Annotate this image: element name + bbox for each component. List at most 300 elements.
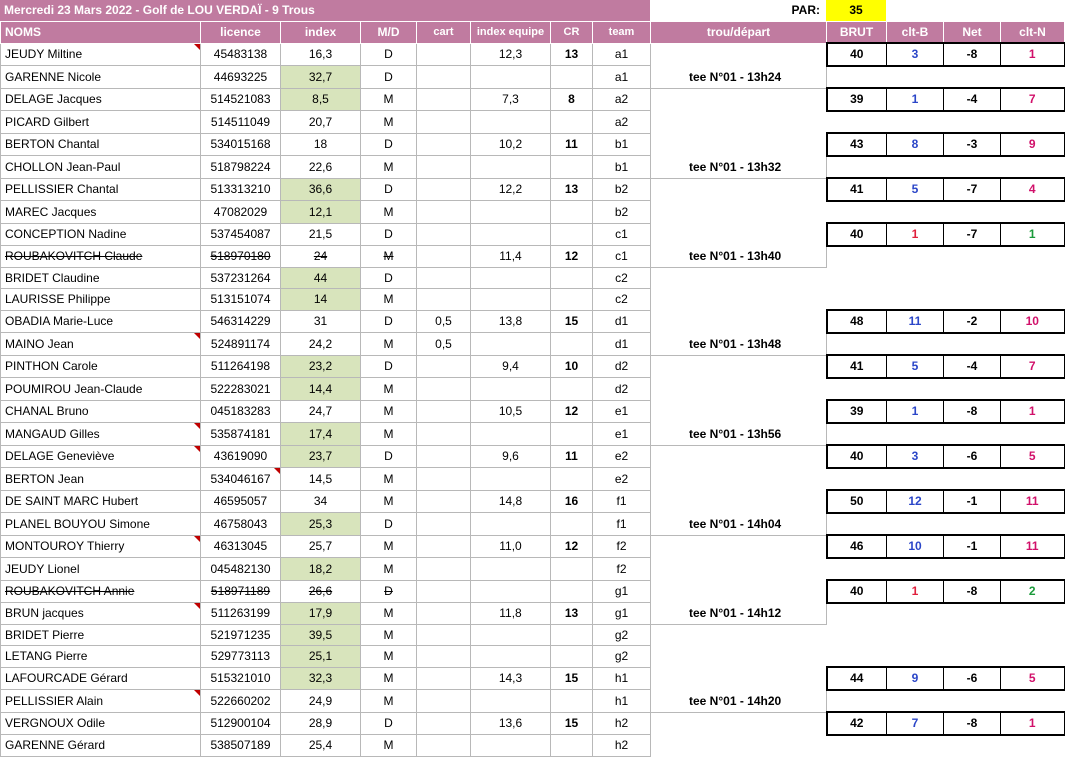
- tee-time[interactable]: tee N°01 - 14h20: [651, 690, 827, 713]
- tee-time[interactable]: tee N°01 - 13h56: [651, 423, 827, 446]
- cell-licence[interactable]: 514511049: [201, 111, 281, 134]
- cell-index[interactable]: 32,7: [281, 66, 361, 89]
- cell-index[interactable]: 22,6: [281, 156, 361, 179]
- cell-team[interactable]: a1: [593, 43, 651, 66]
- cell-empty[interactable]: [827, 267, 887, 289]
- cell-cr[interactable]: [551, 624, 593, 646]
- cell-name[interactable]: BRIDET Pierre: [1, 624, 201, 646]
- cell-trou-depart[interactable]: [651, 201, 827, 224]
- cell-index[interactable]: 23,2: [281, 355, 361, 378]
- cell-brut[interactable]: 40: [827, 580, 887, 603]
- cell-clt-n[interactable]: 11: [1001, 535, 1065, 558]
- cell-name[interactable]: BERTON Chantal: [1, 133, 201, 156]
- cell-empty[interactable]: [827, 378, 887, 401]
- cell-trou-depart[interactable]: [651, 111, 827, 134]
- cell-md[interactable]: D: [361, 580, 417, 603]
- cell-licence[interactable]: 534015168: [201, 133, 281, 156]
- cell-name[interactable]: CHOLLON Jean-Paul: [1, 156, 201, 179]
- cell-index[interactable]: 24,7: [281, 400, 361, 423]
- cell-brut[interactable]: 41: [827, 355, 887, 378]
- cell-index[interactable]: 32,3: [281, 667, 361, 690]
- cell-licence[interactable]: 546314229: [201, 310, 281, 333]
- cell-md[interactable]: M: [361, 333, 417, 356]
- cell-index-equipe[interactable]: 14,3: [471, 667, 551, 690]
- cell-empty[interactable]: [887, 513, 944, 536]
- cell-index[interactable]: 18,2: [281, 558, 361, 581]
- cell-md[interactable]: D: [361, 133, 417, 156]
- cell-cr[interactable]: [551, 690, 593, 713]
- cell-cart[interactable]: [417, 735, 471, 757]
- cell-index-equipe[interactable]: [471, 468, 551, 491]
- col-header-brut[interactable]: BRUT: [827, 22, 887, 44]
- cell-cart[interactable]: [417, 490, 471, 513]
- cell-empty[interactable]: [944, 624, 1001, 646]
- cell-empty[interactable]: [887, 267, 944, 289]
- cell-brut[interactable]: 41: [827, 178, 887, 201]
- cell-md[interactable]: D: [361, 66, 417, 89]
- cell-licence[interactable]: 518970180: [201, 246, 281, 268]
- cell-name[interactable]: LAFOURCADE Gérard: [1, 667, 201, 690]
- cell-cr[interactable]: 8: [551, 88, 593, 111]
- cell-cart[interactable]: [417, 88, 471, 111]
- cell-index-equipe[interactable]: [471, 267, 551, 289]
- cell-cr[interactable]: 12: [551, 400, 593, 423]
- cell-cr[interactable]: 12: [551, 535, 593, 558]
- cell-clt-n[interactable]: 10: [1001, 310, 1065, 333]
- cell-clt-n[interactable]: 9: [1001, 133, 1065, 156]
- cell-net[interactable]: -2: [944, 310, 1001, 333]
- cell-md[interactable]: M: [361, 603, 417, 625]
- cell-empty[interactable]: [887, 246, 944, 268]
- cell-licence[interactable]: 045183283: [201, 400, 281, 423]
- cell-index-equipe[interactable]: [471, 156, 551, 179]
- cell-md[interactable]: M: [361, 667, 417, 690]
- cell-index-equipe[interactable]: [471, 378, 551, 401]
- cell-index[interactable]: 24,9: [281, 690, 361, 713]
- cell-licence[interactable]: 45483138: [201, 43, 281, 66]
- cell-name[interactable]: MAINO Jean: [1, 333, 201, 356]
- cell-trou-depart[interactable]: [651, 400, 827, 423]
- cell-cart[interactable]: [417, 400, 471, 423]
- cell-clt-b[interactable]: 3: [887, 445, 944, 468]
- cell-licence[interactable]: 46313045: [201, 535, 281, 558]
- cell-team[interactable]: h1: [593, 667, 651, 690]
- cell-empty[interactable]: [827, 289, 887, 311]
- cell-index[interactable]: 31: [281, 310, 361, 333]
- cell-brut[interactable]: 40: [827, 223, 887, 246]
- cell-net[interactable]: -6: [944, 667, 1001, 690]
- cell-name[interactable]: DE SAINT MARC Hubert: [1, 490, 201, 513]
- cell-clt-b[interactable]: 8: [887, 133, 944, 156]
- cell-cart[interactable]: 0,5: [417, 310, 471, 333]
- cell-empty[interactable]: [887, 423, 944, 446]
- cell-index-equipe[interactable]: [471, 735, 551, 757]
- cell-index-equipe[interactable]: [471, 624, 551, 646]
- cell-clt-b[interactable]: 11: [887, 310, 944, 333]
- col-header-team[interactable]: team: [593, 22, 651, 44]
- cell-cr[interactable]: [551, 558, 593, 581]
- cell-md[interactable]: M: [361, 378, 417, 401]
- cell-empty[interactable]: [1001, 156, 1065, 179]
- cell-empty[interactable]: [1001, 624, 1065, 646]
- cell-name[interactable]: PELLISSIER Chantal: [1, 178, 201, 201]
- cell-cr[interactable]: 10: [551, 355, 593, 378]
- cell-licence[interactable]: 534046167: [201, 468, 281, 491]
- cell-name[interactable]: LETANG Pierre: [1, 646, 201, 668]
- cell-cr[interactable]: [551, 223, 593, 246]
- cell-net[interactable]: -7: [944, 223, 1001, 246]
- tee-time[interactable]: tee N°01 - 13h48: [651, 333, 827, 356]
- cell-empty[interactable]: [887, 333, 944, 356]
- cell-empty[interactable]: [827, 246, 887, 268]
- cell-name[interactable]: PICARD Gilbert: [1, 111, 201, 134]
- cell-cr[interactable]: [551, 580, 593, 603]
- cell-clt-b[interactable]: 1: [887, 223, 944, 246]
- cell-team[interactable]: c1: [593, 246, 651, 268]
- cell-licence[interactable]: 538507189: [201, 735, 281, 757]
- cell-md[interactable]: M: [361, 690, 417, 713]
- cell-index[interactable]: 25,1: [281, 646, 361, 668]
- cell-brut[interactable]: 50: [827, 490, 887, 513]
- cell-empty[interactable]: [1001, 513, 1065, 536]
- cell-licence[interactable]: 535874181: [201, 423, 281, 446]
- cell-team[interactable]: e1: [593, 423, 651, 446]
- cell-index[interactable]: 20,7: [281, 111, 361, 134]
- cell-empty[interactable]: [944, 111, 1001, 134]
- cell-licence[interactable]: 521971235: [201, 624, 281, 646]
- cell-cart[interactable]: [417, 133, 471, 156]
- col-header-cr[interactable]: CR: [551, 22, 593, 44]
- cell-index[interactable]: 14,4: [281, 378, 361, 401]
- cell-cart[interactable]: [417, 201, 471, 224]
- cell-licence[interactable]: 46595057: [201, 490, 281, 513]
- cell-clt-b[interactable]: 5: [887, 178, 944, 201]
- cell-clt-b[interactable]: 12: [887, 490, 944, 513]
- cell-index-equipe[interactable]: 11,4: [471, 246, 551, 268]
- cell-cr[interactable]: [551, 735, 593, 757]
- cell-licence[interactable]: 515321010: [201, 667, 281, 690]
- cell-index[interactable]: 44: [281, 267, 361, 289]
- cell-name[interactable]: OBADIA Marie-Luce: [1, 310, 201, 333]
- cell-cart[interactable]: [417, 156, 471, 179]
- cell-cr[interactable]: [551, 468, 593, 491]
- cell-cart[interactable]: [417, 111, 471, 134]
- cell-team[interactable]: h2: [593, 712, 651, 735]
- cell-trou-depart[interactable]: [651, 468, 827, 491]
- cell-empty[interactable]: [944, 468, 1001, 491]
- cell-index-equipe[interactable]: [471, 423, 551, 446]
- cell-md[interactable]: M: [361, 558, 417, 581]
- cell-licence[interactable]: 537231264: [201, 267, 281, 289]
- cell-name[interactable]: JEUDY Miltine: [1, 43, 201, 66]
- cell-index[interactable]: 39,5: [281, 624, 361, 646]
- cell-empty[interactable]: [1001, 267, 1065, 289]
- cell-clt-n[interactable]: 2: [1001, 580, 1065, 603]
- cell-md[interactable]: M: [361, 88, 417, 111]
- cell-licence[interactable]: 522660202: [201, 690, 281, 713]
- cell-team[interactable]: h2: [593, 735, 651, 757]
- cell-name[interactable]: PLANEL BOUYOU Simone: [1, 513, 201, 536]
- cell-index-equipe[interactable]: [471, 201, 551, 224]
- cell-empty[interactable]: [827, 735, 887, 757]
- cell-licence[interactable]: 518971189: [201, 580, 281, 603]
- cell-cart[interactable]: [417, 513, 471, 536]
- cell-trou-depart[interactable]: [651, 535, 827, 558]
- cell-md[interactable]: M: [361, 468, 417, 491]
- col-header-md[interactable]: M/D: [361, 22, 417, 44]
- cell-index[interactable]: 25,3: [281, 513, 361, 536]
- cell-cart[interactable]: [417, 646, 471, 668]
- cell-empty[interactable]: [1001, 646, 1065, 668]
- cell-md[interactable]: D: [361, 445, 417, 468]
- cell-trou-depart[interactable]: [651, 267, 827, 289]
- cell-name[interactable]: POUMIROU Jean-Claude: [1, 378, 201, 401]
- cell-name[interactable]: CHANAL Bruno: [1, 400, 201, 423]
- cell-empty[interactable]: [944, 267, 1001, 289]
- cell-team[interactable]: c2: [593, 289, 651, 311]
- cell-cr[interactable]: [551, 646, 593, 668]
- cell-md[interactable]: M: [361, 156, 417, 179]
- cell-md[interactable]: M: [361, 201, 417, 224]
- cell-md[interactable]: D: [361, 178, 417, 201]
- cell-empty[interactable]: [827, 468, 887, 491]
- cell-index-equipe[interactable]: 13,6: [471, 712, 551, 735]
- cell-clt-n[interactable]: 1: [1001, 223, 1065, 246]
- cell-cr[interactable]: [551, 111, 593, 134]
- cell-team[interactable]: a2: [593, 111, 651, 134]
- cell-trou-depart[interactable]: [651, 223, 827, 246]
- cell-index[interactable]: 26,6: [281, 580, 361, 603]
- cell-cart[interactable]: [417, 624, 471, 646]
- cell-team[interactable]: a2: [593, 88, 651, 111]
- cell-licence[interactable]: 46758043: [201, 513, 281, 536]
- cell-cr[interactable]: 13: [551, 178, 593, 201]
- cell-brut[interactable]: 40: [827, 445, 887, 468]
- tee-time[interactable]: tee N°01 - 13h40: [651, 246, 827, 268]
- cell-cart[interactable]: [417, 355, 471, 378]
- cell-empty[interactable]: [944, 646, 1001, 668]
- tee-time[interactable]: tee N°01 - 13h24: [651, 66, 827, 89]
- cell-index-equipe[interactable]: 14,8: [471, 490, 551, 513]
- cell-team[interactable]: g2: [593, 624, 651, 646]
- cell-cr[interactable]: 16: [551, 490, 593, 513]
- cell-md[interactable]: M: [361, 400, 417, 423]
- cell-licence[interactable]: 529773113: [201, 646, 281, 668]
- cell-md[interactable]: M: [361, 735, 417, 757]
- cell-name[interactable]: GARENNE Gérard: [1, 735, 201, 757]
- cell-name[interactable]: PELLISSIER Alain: [1, 690, 201, 713]
- cell-index[interactable]: 14: [281, 289, 361, 311]
- cell-trou-depart[interactable]: [651, 378, 827, 401]
- cell-md[interactable]: D: [361, 43, 417, 66]
- cell-cart[interactable]: [417, 267, 471, 289]
- cell-trou-depart[interactable]: [651, 490, 827, 513]
- cell-cart[interactable]: [417, 712, 471, 735]
- cell-index-equipe[interactable]: 11,8: [471, 603, 551, 625]
- cell-clt-b[interactable]: 7: [887, 712, 944, 735]
- cell-team[interactable]: e2: [593, 445, 651, 468]
- cell-index-equipe[interactable]: 10,2: [471, 133, 551, 156]
- cell-clt-n[interactable]: 1: [1001, 400, 1065, 423]
- cell-empty[interactable]: [827, 603, 887, 625]
- cell-index-equipe[interactable]: 7,3: [471, 88, 551, 111]
- cell-team[interactable]: g2: [593, 646, 651, 668]
- cell-name[interactable]: BRUN jacques: [1, 603, 201, 625]
- col-header-net[interactable]: Net: [944, 22, 1001, 44]
- cell-clt-b[interactable]: 9: [887, 667, 944, 690]
- tee-time[interactable]: tee N°01 - 14h12: [651, 603, 827, 625]
- cell-trou-depart[interactable]: [651, 667, 827, 690]
- cell-index-equipe[interactable]: [471, 111, 551, 134]
- cell-cr[interactable]: [551, 378, 593, 401]
- cell-cr[interactable]: [551, 267, 593, 289]
- cell-clt-n[interactable]: 5: [1001, 667, 1065, 690]
- cell-clt-b[interactable]: 1: [887, 580, 944, 603]
- cell-team[interactable]: a1: [593, 66, 651, 89]
- cell-cart[interactable]: [417, 423, 471, 446]
- cell-index[interactable]: 17,9: [281, 603, 361, 625]
- cell-empty[interactable]: [944, 289, 1001, 311]
- col-header-index[interactable]: index: [281, 22, 361, 44]
- cell-trou-depart[interactable]: [651, 355, 827, 378]
- cell-name[interactable]: MAREC Jacques: [1, 201, 201, 224]
- cell-index-equipe[interactable]: [471, 580, 551, 603]
- cell-team[interactable]: f2: [593, 558, 651, 581]
- cell-empty[interactable]: [944, 333, 1001, 356]
- cell-index-equipe[interactable]: 12,3: [471, 43, 551, 66]
- cell-index[interactable]: 23,7: [281, 445, 361, 468]
- cell-cart[interactable]: [417, 223, 471, 246]
- cell-clt-b[interactable]: 3: [887, 43, 944, 66]
- cell-clt-n[interactable]: 5: [1001, 445, 1065, 468]
- cell-name[interactable]: DELAGE Geneviève: [1, 445, 201, 468]
- cell-clt-b[interactable]: 1: [887, 400, 944, 423]
- cell-index[interactable]: 24,2: [281, 333, 361, 356]
- cell-md[interactable]: M: [361, 646, 417, 668]
- cell-net[interactable]: -1: [944, 535, 1001, 558]
- col-header-cart[interactable]: cart: [417, 22, 471, 44]
- cell-empty[interactable]: [887, 735, 944, 757]
- cell-cart[interactable]: [417, 66, 471, 89]
- cell-name[interactable]: LAURISSE Philippe: [1, 289, 201, 311]
- cell-empty[interactable]: [944, 66, 1001, 89]
- cell-md[interactable]: M: [361, 535, 417, 558]
- cell-empty[interactable]: [1001, 690, 1065, 713]
- cell-empty[interactable]: [827, 690, 887, 713]
- cell-cr[interactable]: 13: [551, 43, 593, 66]
- col-header-index-equipe[interactable]: index equipe: [471, 22, 551, 44]
- cell-index[interactable]: 24: [281, 246, 361, 268]
- cell-name[interactable]: BERTON Jean: [1, 468, 201, 491]
- cell-cr[interactable]: [551, 333, 593, 356]
- cell-clt-n[interactable]: 11: [1001, 490, 1065, 513]
- cell-clt-b[interactable]: 5: [887, 355, 944, 378]
- cell-licence[interactable]: 513313210: [201, 178, 281, 201]
- cell-net[interactable]: -7: [944, 178, 1001, 201]
- cell-empty[interactable]: [1001, 603, 1065, 625]
- cell-cart[interactable]: [417, 690, 471, 713]
- cell-cr[interactable]: 13: [551, 603, 593, 625]
- cell-index[interactable]: 28,9: [281, 712, 361, 735]
- cell-empty[interactable]: [827, 646, 887, 668]
- cell-empty[interactable]: [887, 690, 944, 713]
- cell-cr[interactable]: 11: [551, 445, 593, 468]
- cell-name[interactable]: DELAGE Jacques: [1, 88, 201, 111]
- cell-net[interactable]: -8: [944, 712, 1001, 735]
- cell-empty[interactable]: [1001, 423, 1065, 446]
- cell-index-equipe[interactable]: [471, 513, 551, 536]
- cell-index[interactable]: 14,5: [281, 468, 361, 491]
- cell-brut[interactable]: 39: [827, 88, 887, 111]
- cell-team[interactable]: c1: [593, 223, 651, 246]
- cell-cr[interactable]: [551, 513, 593, 536]
- cell-team[interactable]: b1: [593, 156, 651, 179]
- cell-index-equipe[interactable]: 9,4: [471, 355, 551, 378]
- cell-md[interactable]: M: [361, 423, 417, 446]
- cell-team[interactable]: d2: [593, 378, 651, 401]
- cell-cr[interactable]: [551, 66, 593, 89]
- cell-trou-depart[interactable]: [651, 558, 827, 581]
- cell-team[interactable]: b2: [593, 178, 651, 201]
- cell-empty[interactable]: [887, 558, 944, 581]
- cell-empty[interactable]: [1001, 201, 1065, 224]
- cell-cart[interactable]: [417, 535, 471, 558]
- cell-trou-depart[interactable]: [651, 735, 827, 757]
- cell-team[interactable]: e1: [593, 400, 651, 423]
- cell-empty[interactable]: [944, 246, 1001, 268]
- cell-empty[interactable]: [887, 468, 944, 491]
- cell-empty[interactable]: [1001, 333, 1065, 356]
- cell-md[interactable]: M: [361, 111, 417, 134]
- cell-clt-b[interactable]: 1: [887, 88, 944, 111]
- cell-brut[interactable]: 48: [827, 310, 887, 333]
- cell-empty[interactable]: [944, 735, 1001, 757]
- cell-licence[interactable]: 522283021: [201, 378, 281, 401]
- cell-index-equipe[interactable]: [471, 558, 551, 581]
- cell-licence[interactable]: 513151074: [201, 289, 281, 311]
- cell-team[interactable]: d1: [593, 333, 651, 356]
- cell-empty[interactable]: [944, 513, 1001, 536]
- cell-name[interactable]: CONCEPTION Nadine: [1, 223, 201, 246]
- cell-index-equipe[interactable]: 9,6: [471, 445, 551, 468]
- cell-net[interactable]: -4: [944, 88, 1001, 111]
- cell-licence[interactable]: 518798224: [201, 156, 281, 179]
- cell-index[interactable]: 16,3: [281, 43, 361, 66]
- tee-time[interactable]: tee N°01 - 13h32: [651, 156, 827, 179]
- cell-clt-b[interactable]: 10: [887, 535, 944, 558]
- cell-index[interactable]: 17,4: [281, 423, 361, 446]
- cell-cr[interactable]: [551, 201, 593, 224]
- par-label[interactable]: PAR:: [791, 3, 820, 17]
- cell-empty[interactable]: [887, 603, 944, 625]
- tee-time[interactable]: tee N°01 - 14h04: [651, 513, 827, 536]
- cell-index[interactable]: 25,4: [281, 735, 361, 757]
- cell-empty[interactable]: [1001, 558, 1065, 581]
- cell-md[interactable]: D: [361, 712, 417, 735]
- cell-empty[interactable]: [827, 333, 887, 356]
- cell-team[interactable]: f1: [593, 490, 651, 513]
- cell-empty[interactable]: [944, 690, 1001, 713]
- cell-trou-depart[interactable]: [651, 445, 827, 468]
- cell-licence[interactable]: 511263199: [201, 603, 281, 625]
- cell-cart[interactable]: [417, 468, 471, 491]
- col-header-licence[interactable]: licence: [201, 22, 281, 44]
- cell-md[interactable]: D: [361, 355, 417, 378]
- cell-index-equipe[interactable]: [471, 289, 551, 311]
- cell-licence[interactable]: 537454087: [201, 223, 281, 246]
- cell-net[interactable]: -8: [944, 43, 1001, 66]
- col-header-trou-depart[interactable]: trou/départ: [651, 22, 827, 44]
